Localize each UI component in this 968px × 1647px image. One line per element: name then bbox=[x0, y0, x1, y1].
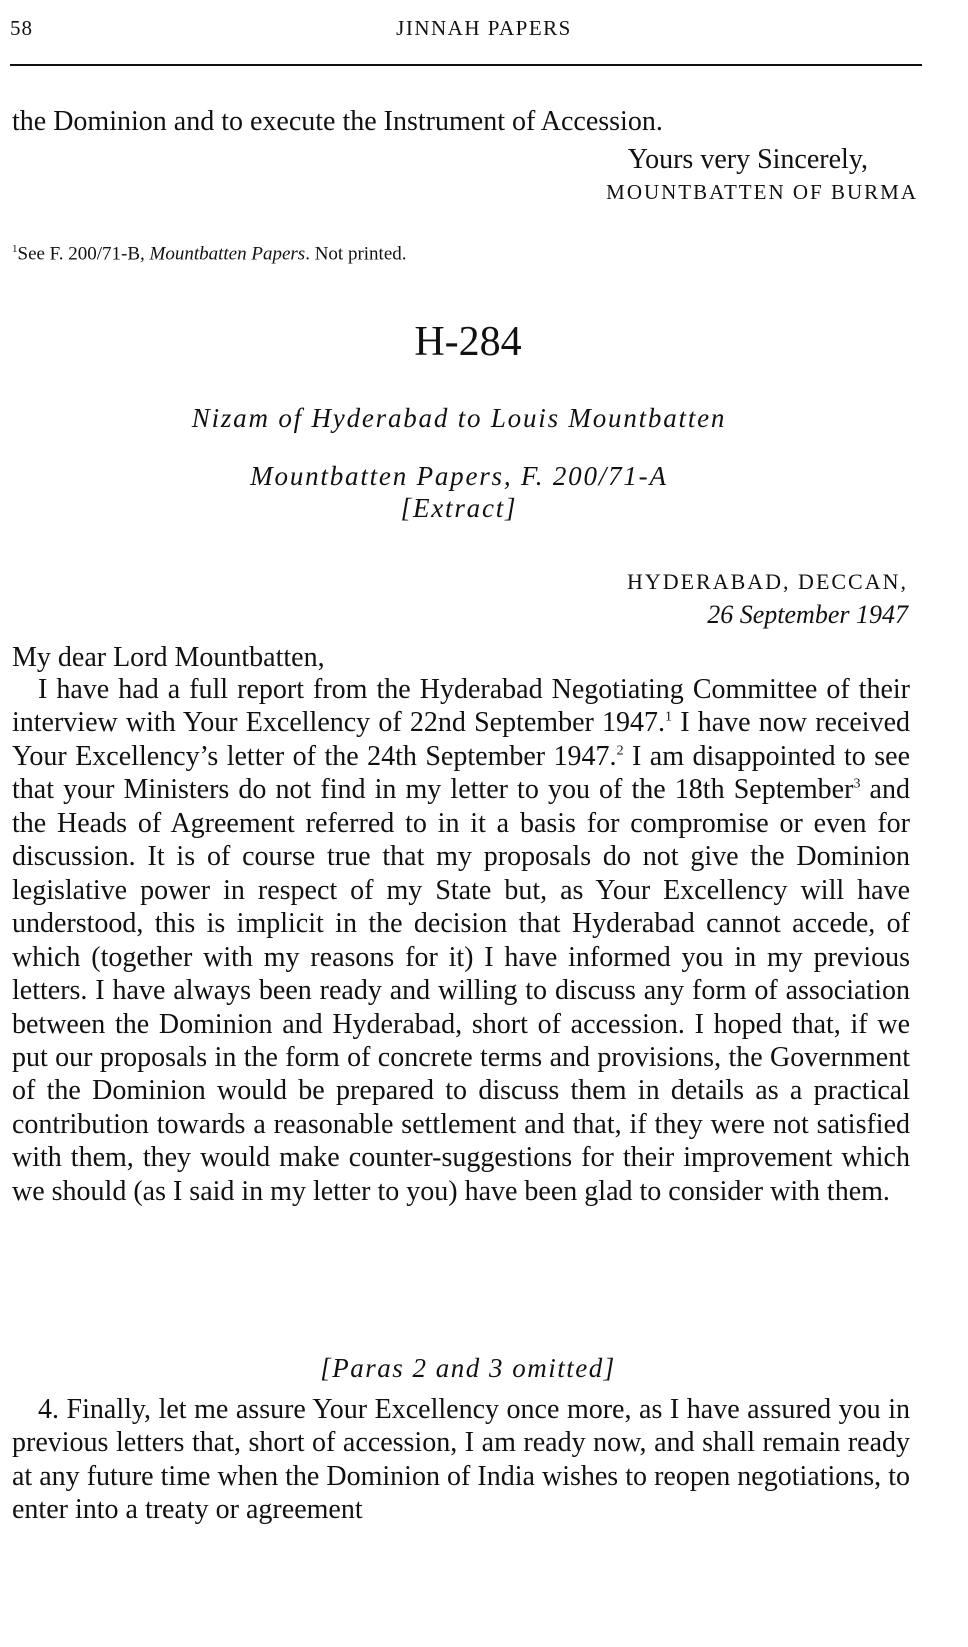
document-source: Mountbatten Papers, F. 200/71-A bbox=[250, 461, 668, 491]
previous-letter-closing-text: the Dominion and to execute the Instrument of Accession. bbox=[12, 106, 663, 137]
paragraph-4: 4. Finally, let me assure Your Excellency once more, as I have assured you in previous letters that, short of accession, I am ready now, and shall remain ready at any future time when the Dominion of India wishes to reopen negotiations, to enter into a treaty or agreement bbox=[12, 1394, 910, 1526]
page-number: 58 bbox=[10, 16, 33, 40]
footnote-ref-3: 3 bbox=[853, 777, 861, 793]
footnote-source: Mountbatten Papers bbox=[149, 243, 306, 265]
footnote bbox=[12, 236, 407, 267]
letter-date: 26 September 1947 bbox=[707, 600, 908, 629]
place-date-block bbox=[627, 567, 908, 633]
salutation: My dear Lord Mountbatten, bbox=[12, 642, 325, 673]
paragraph-1 bbox=[12, 673, 910, 1208]
footnote-ref-1: 1 bbox=[665, 710, 673, 726]
paragraph-1-text-a: I have had a full report from the Hyderabad Negotiating Committee of their interview with Your Excellency of 22nd September 1947. bbox=[12, 674, 910, 739]
footnote-prefix: See F. 200/71-B, bbox=[17, 243, 150, 265]
document-number: H-284 bbox=[414, 319, 522, 365]
signature: MOUNTBATTEN OF BURMA bbox=[606, 180, 918, 204]
footnote-suffix: . Not printed. bbox=[305, 243, 407, 265]
header-rule bbox=[10, 64, 922, 66]
omitted-paragraphs-note: [Paras 2 and 3 omitted] bbox=[320, 1353, 616, 1383]
footnote-marker: 1 bbox=[12, 243, 18, 255]
running-title: JINNAH PAPERS bbox=[396, 16, 572, 40]
previous-letter-closing bbox=[418, 142, 918, 206]
letter-place: HYDERABAD, DECCAN, bbox=[626, 569, 908, 594]
paragraph-1-text-b: I have now received Your Excellency’s letter of the 24th September 1947. bbox=[12, 707, 911, 772]
footnote-ref-2: 2 bbox=[616, 743, 624, 759]
paragraph-1-text-c: I am disappointed to see that your Ministers do not find in my letter to you of the 18th September bbox=[12, 740, 910, 806]
paragraph-1-text-d: and the Heads of Agreement referred to in it a basis for compromise or even for discussion. It is of course true that my proposals do not give the Dominion legislative power in respect of my State but, as Your Excellency will have understood, this is implicit in the decision that Hyderabad cannot accede, of which (together with my reasons for it) I have informed you in my previous letters. I have always been ready and willing to discuss any form of association between the Dominion and Hyderabad, short of accession. I hoped that, if we put our proposals in the form of concrete terms and provisions, the Government of the Dominion would be prepared to discuss them in details as a practical contribution towards a reasonable settlement and that, if they were not satisfied with them, they would make counter-suggestions for their improvement which we should (as I said in my letter to you) have been glad to consider with them. bbox=[12, 774, 910, 1207]
valediction: Yours very Sincerely, bbox=[627, 144, 868, 175]
document-from-to: Nizam of Hyderabad to Louis Mountbatten bbox=[191, 403, 727, 433]
running-head bbox=[10, 16, 958, 46]
document-extract-note: [Extract] bbox=[400, 493, 518, 523]
